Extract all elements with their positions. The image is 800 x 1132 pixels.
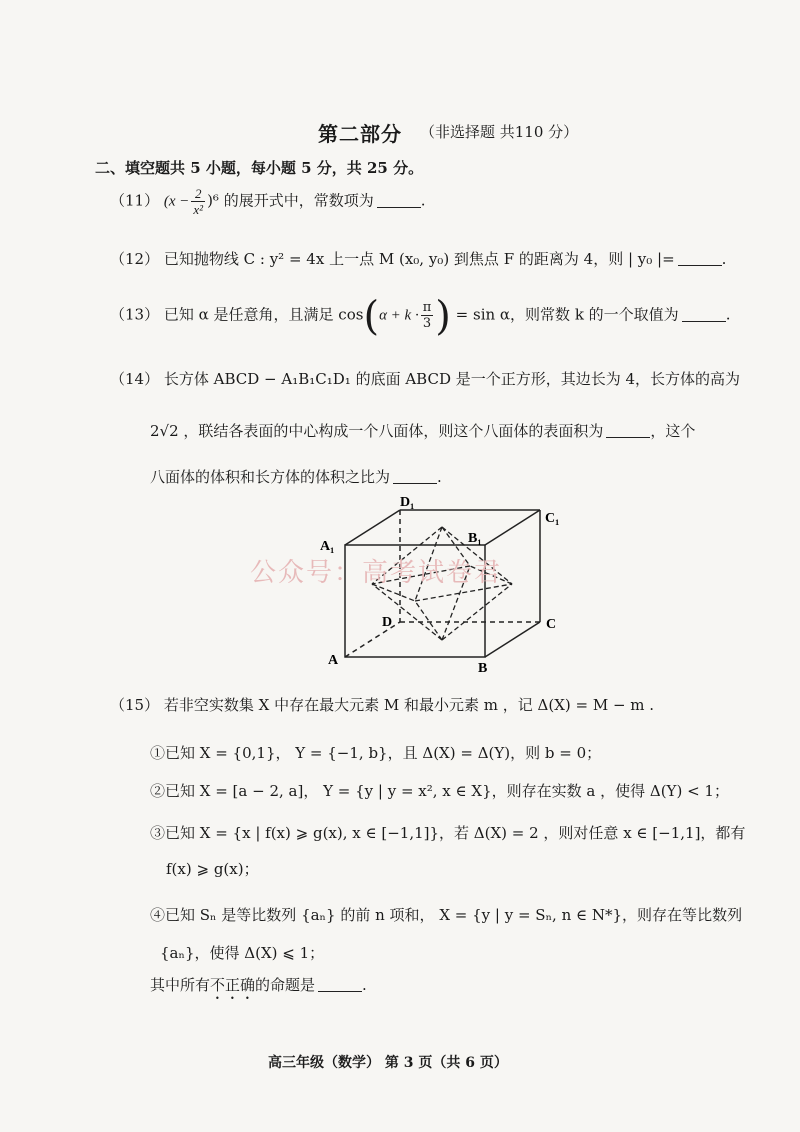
octa-edge bbox=[442, 584, 512, 640]
label-b1: B₁ bbox=[468, 531, 482, 546]
label-c: C bbox=[546, 617, 557, 632]
q14-line3: 八面体的体积和长方体的体积之比为 bbox=[150, 468, 391, 486]
q15-conclusion-post: 的命题是 bbox=[255, 976, 316, 994]
question-14-line-3 bbox=[150, 466, 442, 488]
q12-answer-blank[interactable] bbox=[678, 251, 722, 266]
q14-line2b: ，这个 bbox=[650, 422, 696, 440]
q11-end: . bbox=[420, 191, 426, 210]
q11-answer-blank[interactable] bbox=[377, 193, 421, 208]
question-14-line-2 bbox=[150, 420, 695, 442]
q11-open: (x − bbox=[163, 193, 190, 210]
label-a: A bbox=[328, 653, 339, 668]
label-c1: C₁ bbox=[545, 511, 560, 526]
q15-conclusion-emphasis: 不正确 bbox=[210, 976, 256, 994]
q11-text: 的展开式中，常数项为 bbox=[223, 191, 374, 210]
q13-answer-blank[interactable] bbox=[682, 307, 726, 322]
watermark: 公众号：高考试卷君 bbox=[250, 558, 503, 588]
q15-item-4: ④已知 Sₙ 是等比数列 {aₙ} 的前 n 项和， X = {y | y = Sₙ, n ∈ N*}，则存在等比数列 bbox=[150, 906, 743, 924]
q15-item-3-cont: f(x) ⩾ g(x)； bbox=[166, 860, 259, 878]
label-a1: A₁ bbox=[320, 539, 335, 554]
q14-end: . bbox=[437, 468, 442, 486]
q11-number: （11） bbox=[110, 191, 160, 210]
q11-fraction bbox=[191, 186, 205, 217]
octa-edge bbox=[372, 584, 442, 640]
q14-answer-blank-1[interactable] bbox=[606, 423, 650, 438]
q15-end: . bbox=[362, 976, 367, 994]
q11-exponent: )⁶ bbox=[207, 191, 219, 210]
octa-edge bbox=[415, 601, 442, 640]
edge-a1d1 bbox=[345, 510, 400, 545]
section-title: 二、填空题共 5 小题，每小题 5 分，共 25 分。 bbox=[95, 159, 424, 177]
q14-answer-blank-2[interactable] bbox=[393, 469, 437, 484]
q11-frac-den: x² bbox=[193, 202, 204, 217]
q14-line1: 长方体 ABCD − A₁B₁C₁D₁ 的底面 ABCD 是一个正方形，其边长为 4，长方体的高为 bbox=[163, 370, 741, 388]
q15-number: （15） bbox=[110, 696, 160, 714]
question-11 bbox=[110, 186, 426, 217]
q12-text: 已知抛物线 C : y² = 4x 上一点 M (x₀, y₀) 到焦点 F 的距离为 4，则 | y₀ |= bbox=[163, 250, 675, 268]
q13-inner: α + k · bbox=[379, 307, 419, 324]
q15-item-3: ③已知 X = {x | f(x) ⩾ g(x), x ∈ [−1,1]}，若 Δ(X) = 2 ，则对任意 x ∈ [−1,1]，都有 bbox=[150, 824, 746, 842]
q15-item-1: ①已知 X = {0,1}， Y = {−1, b}，且 Δ(X) = Δ(Y)，则 b = 0； bbox=[150, 744, 602, 762]
q13-left-paren: ( bbox=[363, 293, 380, 340]
q15-answer-blank[interactable] bbox=[318, 977, 362, 992]
q15-conclusion-pre: 其中所有 bbox=[150, 976, 211, 994]
q13-post: = sin α，则常数 k 的一个取值为 bbox=[455, 305, 679, 324]
q13-frac-num: π bbox=[422, 300, 432, 315]
label-b: B bbox=[478, 661, 488, 676]
q13-number: （13） bbox=[110, 305, 160, 324]
edge-b1c1 bbox=[485, 510, 540, 545]
label-d: D bbox=[382, 615, 393, 630]
q15-item-4-cont: {aₙ}，使得 Δ(X) ⩽ 1； bbox=[160, 944, 325, 962]
question-13 bbox=[110, 293, 731, 340]
question-12 bbox=[110, 248, 726, 270]
q13-fraction bbox=[421, 300, 434, 331]
q12-number: （12） bbox=[110, 250, 160, 268]
question-15-intro bbox=[110, 694, 654, 716]
q15-item-2: ②已知 X = [a − 2, a]， Y = {y | y = x², x ∈ X}，则存在实数 a ，使得 Δ(Y) < 1； bbox=[150, 782, 729, 800]
q14-number: （14） bbox=[110, 370, 160, 388]
label-d1: D₁ bbox=[400, 495, 415, 510]
page-footer: 高三年级（数学） 第 3 页（共 6 页） bbox=[268, 1055, 508, 1071]
part-note: （非选择题 共110 分） bbox=[420, 123, 579, 141]
q13-frac-den: 3 bbox=[422, 316, 432, 331]
q13-right-paren: ) bbox=[435, 293, 451, 340]
q11-frac-num: 2 bbox=[191, 186, 205, 202]
q15-intro: 若非空实数集 X 中存在最大元素 M 和最小元素 m ，记 Δ(X) = M − m . bbox=[163, 696, 655, 714]
q12-end: . bbox=[721, 250, 727, 268]
edge-bc bbox=[485, 622, 540, 657]
q14-line2a: 2√2 ，联结各表面的中心构成一个八面体，则这个八面体的表面积为 bbox=[150, 422, 604, 440]
q13-end: . bbox=[725, 305, 731, 324]
q15-conclusion bbox=[150, 974, 367, 1003]
q13-pre: 已知 α 是任意角，且满足 cos bbox=[163, 305, 364, 324]
part-title: 第二部分 bbox=[318, 122, 402, 146]
question-14-line-1 bbox=[110, 368, 740, 390]
